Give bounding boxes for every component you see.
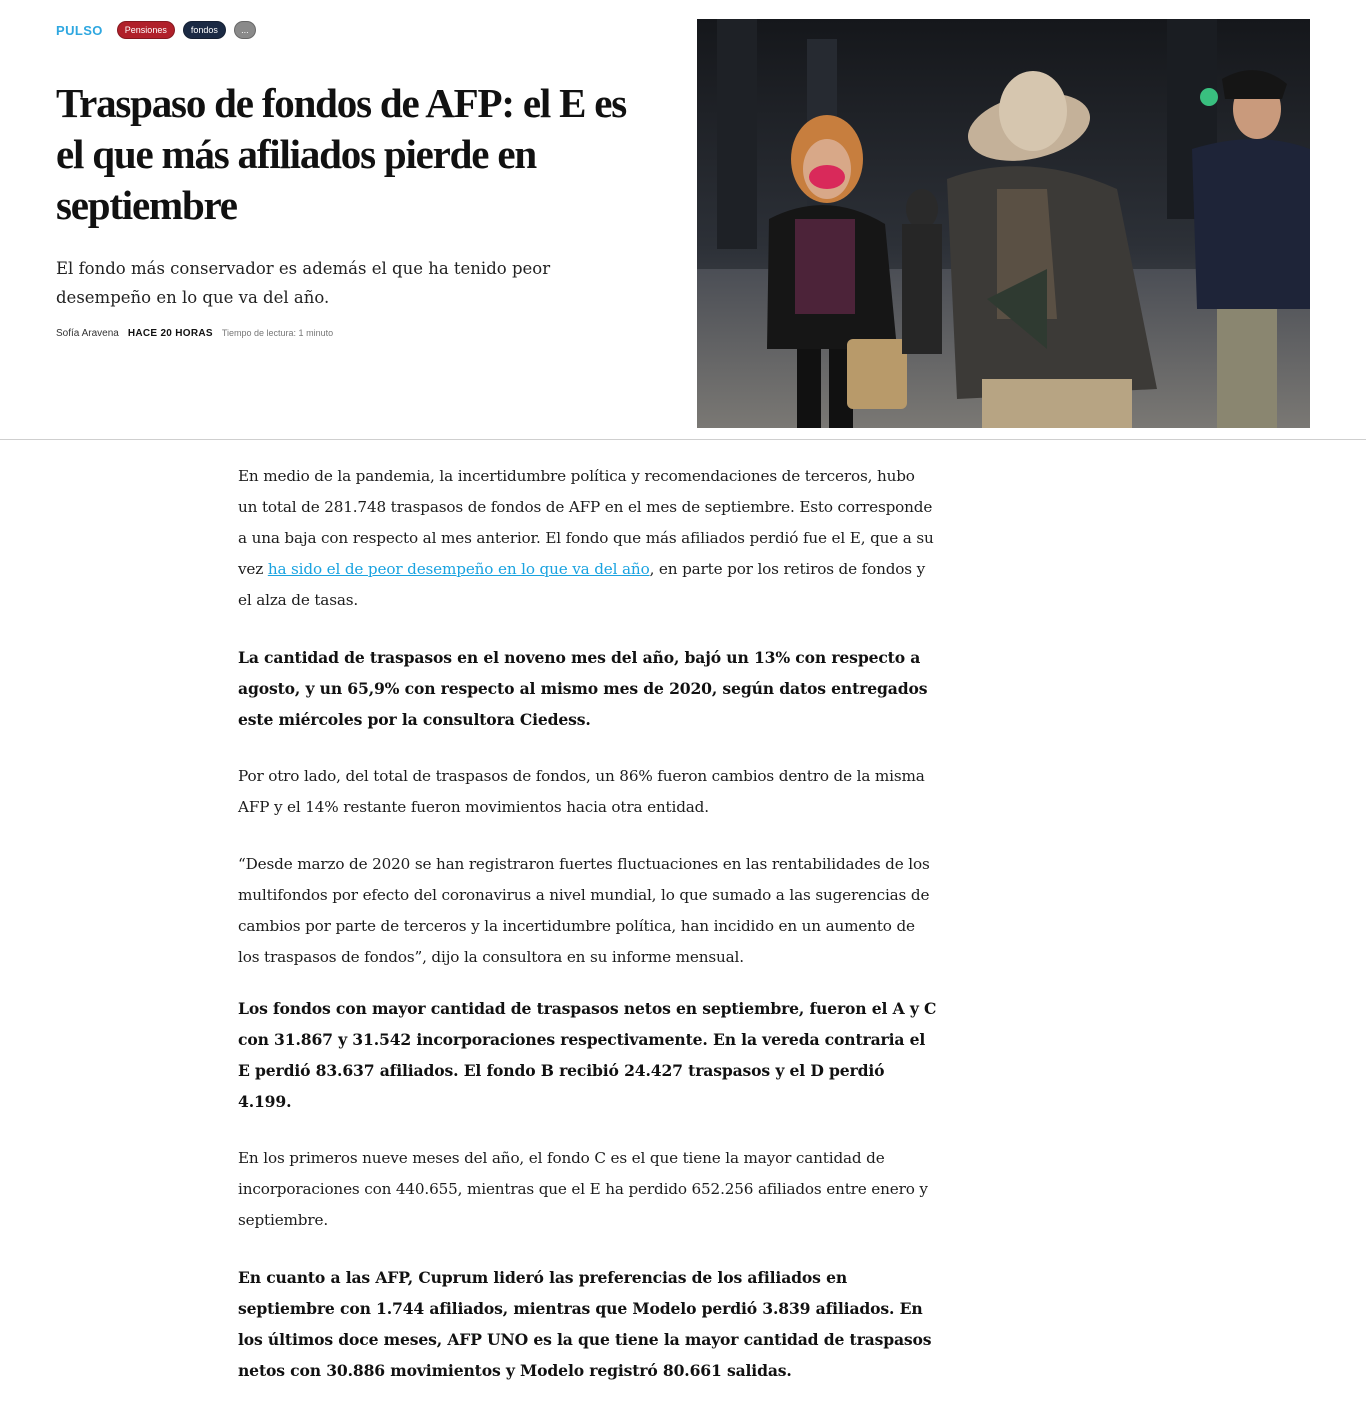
article-header	[0, 0, 1366, 440]
paragraph-1-text-end: , en parte por los retiros de fondos y el alza de tasas.	[238, 560, 926, 609]
section-link[interactable]: PULSO	[56, 22, 103, 38]
more-tags-button[interactable]: ...	[234, 21, 256, 39]
paragraph-2: La cantidad de traspasos en el noveno mes del año, bajó un 13% con respecto a agosto, y un 65,9% con respecto al mismo mes de 2020, según datos entregados este miércoles por la consultora Ciedess.	[238, 648, 928, 729]
author-link[interactable]: Sofía Aravena	[56, 328, 119, 339]
hero-photo	[697, 19, 1310, 428]
article-body	[238, 461, 938, 1412]
tag-pensiones[interactable]: Pensiones	[117, 21, 175, 39]
subtitle: El fondo más conservador es además el que ha tenido peor desempeño en lo que va del año.	[56, 259, 551, 307]
reading-time: Tiempo de lectura: 1 minuto	[221, 328, 334, 338]
paragraph-5: Los fondos con mayor cantidad de traspasos netos en septiembre, fueron el A y C con 31.867 y 31.542 incorporaciones respectivamente. En la vereda contraria el E perdió 83.637 afiliados. El fondo B recibió 24.427 traspasos y el D perdió 4.199.	[238, 999, 937, 1111]
related-article-link[interactable]: ha sido el de peor desempeño en lo que va del año	[267, 560, 650, 578]
street-photo-icon	[697, 19, 1310, 428]
byline	[56, 328, 646, 339]
headline: Traspaso de fondos de AFP: el E es el que más afiliados pierde en septiembre	[56, 80, 627, 228]
paragraph-3: Por otro lado, del total de traspasos de fondos, un 86% fueron cambios dentro de la misma AFP y el 14% restante fueron movimientos hacia otra entidad.	[238, 767, 925, 816]
paragraph-1-text-start: En medio de la pandemia, la incertidumbre política y recomendaciones de terceros, hubo un total de 281.748 traspasos de fondos de AFP en el mes de septiembre. Esto corresponde a una baja con respecto al mes anterior. El fondo que más afiliados perdió fue el E, que a su vez	[238, 467, 934, 578]
tag-fondos[interactable]: fondos	[183, 21, 226, 39]
paragraph-7: En cuanto a las AFP, Cuprum lideró las preferencias de los afiliados en septiembre con 1.744 afiliados, mientras que Modelo perdió 3.839 afiliados. En los últimos doce meses, AFP UNO es la que tiene la mayor cantidad de traspasos netos con 30.886 movimientos y Modelo registró 80.661 salidas.	[238, 1268, 932, 1380]
tag-bar	[56, 18, 646, 42]
paragraph-1	[238, 461, 938, 616]
paragraph-6: En los primeros nueve meses del año, el fondo C es el que tiene la mayor cantidad de incorporaciones con 440.655, mientras que el E ha perdido 652.256 afiliados entre enero y septiembre.	[238, 1149, 928, 1229]
quote-paragraph: “Desde marzo de 2020 se han registraron fuertes fluctuaciones en las rentabilidades de los multifondos por efecto del coronavirus a nivel mundial, lo que sumado a las sugerencias de cambios por parte de terceros y la incertidumbre política, han incidido en un aumento de los traspasos de fondos”, dijo la consultora en su informe mensual.	[238, 855, 930, 966]
publish-time: HACE 20 HORAS	[127, 328, 213, 339]
hero-text	[56, 18, 646, 339]
